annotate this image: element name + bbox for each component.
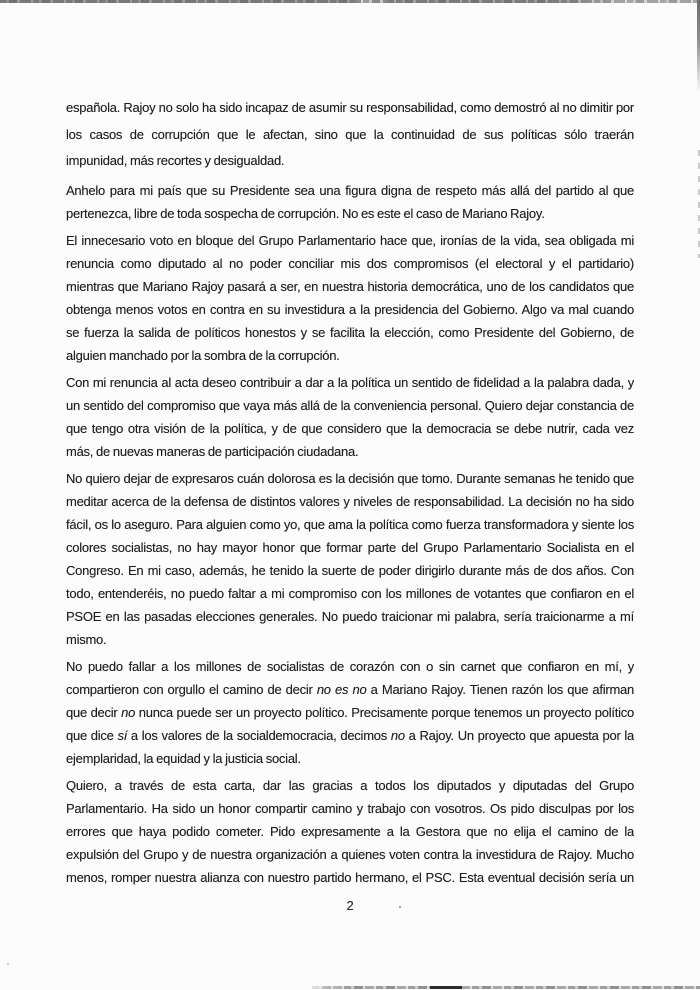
italic-phrase: sí — [117, 727, 128, 743]
text-line: Congreso. En mi caso, además, he tenido la suerte de poder dirigirlo durante más de dos años. Con — [66, 562, 634, 578]
text-line: errores que haya podido cometer. Pido expresamente a la Gestora que no elija el camino de la — [66, 823, 634, 839]
text-line: fácil, os lo aseguro. Para alguien como yo, que ama la política como fuerza transformadora y siente los — [66, 516, 634, 532]
paragraph — [66, 371, 634, 463]
text-line — [66, 724, 634, 747]
text-line: No quiero dejar de expresaros cuán dolorosa es la decisión que tomo. Durante semanas he tenido que — [66, 470, 634, 486]
text-line: Con mi renuncia al acta deseo contribuir a dar a la política un sentido de fidelidad a la palabra dada, y — [66, 374, 634, 390]
page-number: 2 — [346, 897, 354, 913]
text-line: expulsión del Grupo y de nuestra organización a quienes voten contra la investidura de Rajoy. Mucho — [66, 846, 634, 862]
text-run: a Mariano Rajoy. Tienen razón los que afirman — [366, 681, 634, 697]
paragraph — [66, 229, 634, 367]
scan-speck — [7, 963, 9, 965]
text-run: a los valores de la socialdemocracia, decimos — [127, 727, 391, 743]
text-line: más, de nuevas maneras de participación ciudadana. — [66, 443, 359, 459]
text-line — [66, 678, 634, 701]
text-line: impunidad, más recortes y desigualdad. — [66, 153, 285, 168]
text-line: PSOE en las pasadas elecciones generales. No puedo traicionar mi palabra, sería traicionarme a mí — [66, 608, 634, 624]
scan-noise-bottom-dark-segment — [430, 986, 462, 989]
text-line: se fuerza la salida de políticos honestos y se facilita la elección, como Presidente del Gobierno, de — [66, 324, 634, 340]
text-line: mientras que Mariano Rajoy pasará a ser, en nuestra historia democrática, uno de los candidatos que — [66, 278, 634, 294]
text-line: colores socialistas, no hay mayor honor que formar parte del Grupo Parlamentario Socialista en el — [66, 539, 634, 555]
scan-noise-top-edge — [0, 0, 700, 3]
text-run: que decir — [66, 704, 122, 720]
text-line: los casos de corrupción que le afectan, sino que la continuidad de sus políticas sólo traerán — [66, 126, 634, 142]
text-line: renuncia como diputado al no poder conciliar mis dos compromisos (el electoral y el partidario) — [66, 255, 634, 271]
text-line: ejemplaridad, la equidad y la justicia social. — [66, 750, 301, 766]
text-line: alguien manchado por la sombra de la corrupción. — [66, 347, 340, 363]
text-line: pertenezca, libre de toda sospecha de corrupción. No es este el caso de Mariano Rajoy. — [66, 205, 545, 221]
text-line: Anhelo para mi país que su Presidente sea una figura digna de respeto más allá del partido al que — [66, 182, 634, 198]
text-run: nunca puede ser un proyecto político. Precisamente porque tenemos un proyecto político — [135, 704, 634, 720]
text-line: un sentido del compromiso que vaya más allá de la conveniencia personal. Quiero dejar constancia de — [66, 397, 634, 413]
text-line: española. Rajoy no solo ha sido incapaz de asumir su responsabilidad, como demostró al no dimitir por — [66, 100, 634, 115]
text-line: Parlamentario. Ha sido un honor compartir camino y trabajo con vosotros. Os pido disculpas por los — [66, 800, 634, 816]
text-line: menos, romper nuestra alianza con nuestro partido hermano, el PSC. Esta eventual decisión sería un — [66, 869, 634, 885]
text-line: que tengo otra visión de la política, y de que considero que la democracia se debe nutrir, cada vez — [66, 420, 634, 436]
paragraph — [66, 655, 634, 770]
italic-phrase: no es no — [316, 681, 367, 697]
text-line: Quiero, a través de esta carta, dar las gracias a todos los diputados y diputadas del Grupo — [66, 777, 634, 793]
text-line: El innecesario voto en bloque del Grupo Parlamentario hace que, ironías de la vida, sea obligada mi — [66, 232, 634, 248]
text-line — [66, 701, 634, 724]
scan-noise-bottom-edge — [312, 986, 700, 989]
text-run: que dice — [66, 727, 118, 743]
text-line: obtenga menos votos en contra en su investidura a la presidencia del Gobierno. Algo va mal cuando — [66, 301, 634, 317]
paragraph — [66, 179, 634, 225]
scan-speck — [399, 906, 401, 908]
text-run: compartieron con orgullo el camino de decir — [66, 681, 317, 697]
text-line: No puedo fallar a los millones de socialistas de corazón con o sin carnet que confiaron en mí, y — [66, 658, 634, 674]
text-line: todo, entenderéis, no puedo faltar a mi compromiso con los millones de votantes que confiaron en el — [66, 585, 634, 601]
paragraph — [66, 95, 634, 175]
paragraph — [66, 774, 634, 889]
italic-phrase: no — [390, 727, 405, 743]
paragraph — [66, 467, 634, 651]
text-run: a Rajoy. Un proyecto que apuesta por la — [404, 727, 634, 743]
text-line: mismo. — [66, 631, 107, 647]
text-line: meditar acerca de la defensa de distintos valores y niveles de responsabilidad. La decisión no ha sido — [66, 493, 634, 509]
letter-body — [66, 95, 634, 917]
italic-phrase: no — [121, 704, 136, 720]
